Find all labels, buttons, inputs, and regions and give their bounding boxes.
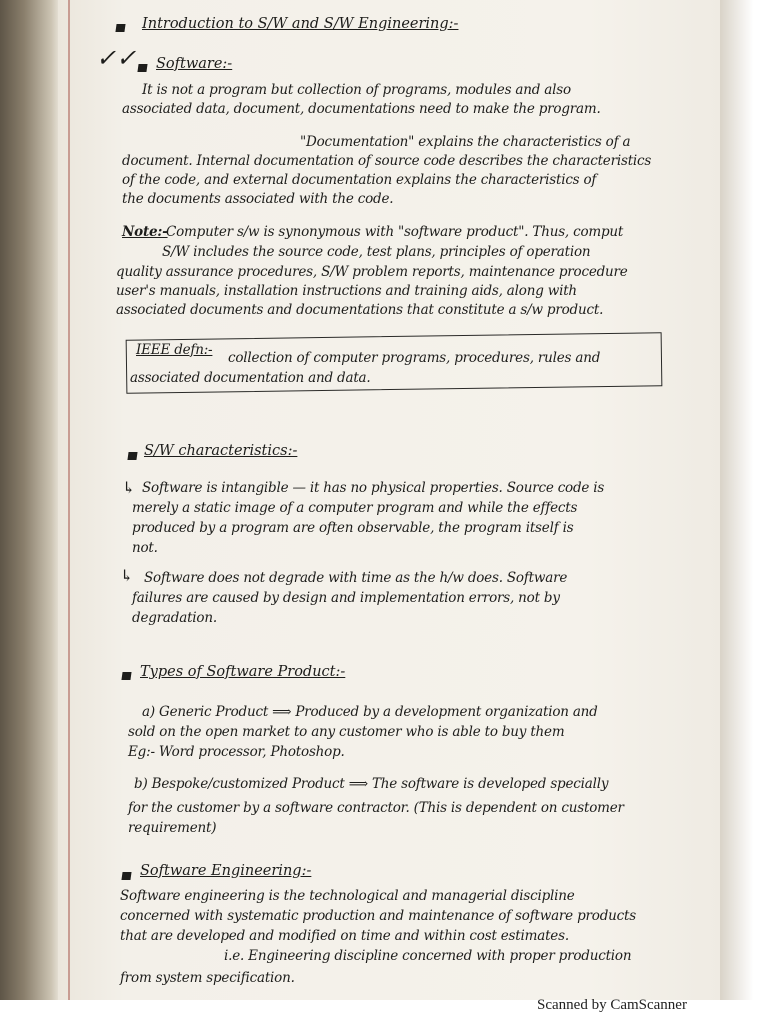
note-label: Note:- bbox=[122, 224, 168, 240]
characteristic-1-line-3: produced by a program are often observable, the program itself is bbox=[132, 520, 574, 536]
check-mark-icon: ✓✓ bbox=[96, 44, 137, 72]
scan-right-margin bbox=[720, 0, 768, 1000]
software-line-2: associated data, document, documentations need to make the program. bbox=[122, 101, 601, 117]
type-a-line-2: sold on the open market to any customer who is able to buy them bbox=[128, 724, 565, 740]
arrow-icon: ↳ bbox=[122, 478, 136, 497]
ieee-line-2: associated documentation and data. bbox=[130, 370, 371, 386]
bullet-icon bbox=[121, 872, 131, 880]
note-line-4: user's manuals, installation instructions and training aids, along with bbox=[116, 283, 577, 299]
characteristic-2-line-1: Software does not degrade with time as the h/w does. Software bbox=[144, 570, 568, 586]
page-edge-shadow bbox=[0, 0, 60, 1000]
note-line-5: associated documents and documentations that constitute a s/w product. bbox=[116, 302, 604, 318]
documentation-line-1: "Documentation" explains the characteristics of a bbox=[300, 134, 631, 150]
bullet-icon bbox=[121, 672, 131, 680]
se-line-3: that are developed and modified on time and within cost estimates. bbox=[120, 928, 569, 944]
software-heading: Software:- bbox=[156, 56, 233, 72]
characteristic-1-line-1: Software is intangible — it has no physical properties. Source code is bbox=[142, 480, 605, 496]
documentation-line-3: of the code, and external documentation explains the characteristics of bbox=[122, 172, 597, 188]
bullet-icon bbox=[115, 24, 125, 32]
characteristic-2-line-3: degradation. bbox=[132, 610, 217, 626]
software-engineering-heading: Software Engineering:- bbox=[140, 863, 312, 879]
bullet-icon bbox=[127, 452, 137, 460]
page-title: Introduction to S/W and S/W Engineering:- bbox=[142, 16, 459, 32]
characteristic-2-line-2: failures are caused by design and implementation errors, not by bbox=[132, 590, 560, 606]
documentation-line-4: the documents associated with the code. bbox=[122, 191, 394, 207]
characteristics-heading: S/W characteristics:- bbox=[144, 443, 298, 459]
se-line-1: Software engineering is the technological and managerial discipline bbox=[120, 888, 575, 904]
note-line-2: S/W includes the source code, test plans, principles of operation bbox=[162, 244, 591, 260]
note-line-1: Computer s/w is synonymous with "software product". Thus, comput bbox=[166, 224, 624, 240]
type-b-line-2: for the customer by a software contractor. (This is dependent on customer bbox=[128, 800, 624, 816]
se-line-4: i.e. Engineering discipline concerned with proper production bbox=[224, 948, 632, 964]
note-line-3: quality assurance procedures, S/W problem reports, maintenance procedure bbox=[116, 264, 628, 280]
type-b-line-1: b) Bespoke/customized Product ⟹ The software is developed specially bbox=[134, 776, 609, 792]
arrow-icon: ↳ bbox=[120, 566, 134, 585]
type-b-line-3: requirement) bbox=[128, 820, 217, 836]
bullet-icon bbox=[137, 64, 147, 72]
margin-line bbox=[68, 0, 70, 1000]
ieee-label: IEEE defn:- bbox=[136, 342, 213, 358]
type-a-line-3: Eg:- Word processor, Photoshop. bbox=[128, 744, 345, 760]
software-line-1: It is not a program but collection of programs, modules and also bbox=[142, 82, 571, 98]
characteristic-1-line-4: not. bbox=[132, 540, 158, 556]
type-a-line-1: a) Generic Product ⟹ Produced by a development organization and bbox=[142, 704, 598, 720]
se-line-2: concerned with systematic production and maintenance of software products bbox=[120, 908, 636, 924]
characteristic-1-line-2: merely a static image of a computer program and while the effects bbox=[132, 500, 578, 516]
ieee-line-1: collection of computer programs, procedures, rules and bbox=[228, 350, 601, 366]
se-line-5: from system specification. bbox=[120, 970, 295, 986]
types-heading: Types of Software Product:- bbox=[140, 664, 346, 680]
notebook-page bbox=[58, 0, 720, 1000]
scanner-watermark: Scanned by CamScanner bbox=[537, 997, 687, 1013]
documentation-line-2: document. Internal documentation of source code describes the characteristics bbox=[122, 153, 652, 169]
